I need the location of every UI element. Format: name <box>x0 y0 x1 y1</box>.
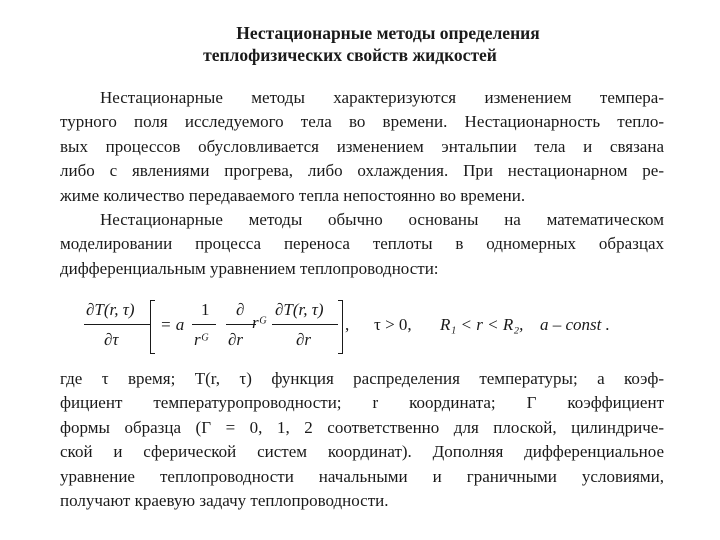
inner-numerator: ∂T(r, τ) <box>275 300 324 319</box>
paragraph-line: где τ время; T(r, τ) функция распределения температуры; a коэф- <box>60 369 664 388</box>
left-bracket <box>150 300 155 354</box>
paragraph-line: ской и сферической систем координат). Дополняя дифференциальное <box>60 442 664 462</box>
title-line-1: Нестационарные методы определения <box>236 23 540 43</box>
inner-fraction-bar <box>272 324 338 325</box>
condition-tau: τ > 0, <box>374 315 412 334</box>
paragraph-line: вых процессов обусловливается изменением энтальпии тела и связана <box>60 136 664 156</box>
paragraph-line: формы образца (Г = 0, 1, 2 соответственно для плоской, цилиндриче- <box>60 417 664 437</box>
right-bracket <box>338 300 343 354</box>
paragraph-line: жиме количество передаваемого тепла непостоянно во времени. <box>60 185 526 205</box>
paragraph-3 <box>60 367 664 513</box>
paragraph-line: либо с явлениями прогрева, либо охлаждения. При нестационарном ре- <box>60 161 664 181</box>
paragraph-2 <box>60 208 664 281</box>
coef-fraction-bar <box>192 324 216 325</box>
lhs-numerator: ∂T(r, τ) <box>86 300 135 319</box>
paragraph-1 <box>60 86 664 208</box>
paragraph-line: моделировании процесса переноса теплоты в одномерных образцах <box>60 234 664 254</box>
coef-denominator: rᴳ <box>194 330 209 349</box>
paragraph-line: турного поля исследуемого тела во времени. Нестационарность тепло- <box>60 112 664 132</box>
heat-equation-formula <box>84 298 664 360</box>
lhs-fraction-bar <box>84 324 150 325</box>
d-numerator: ∂ <box>236 300 245 319</box>
inner-denominator: ∂r <box>296 330 312 349</box>
paragraph-line: уравнение теплопроводности начальными и граничными условиями, <box>60 466 664 486</box>
condition-a-const: a – const . <box>540 315 610 334</box>
lhs-denominator: ∂τ <box>104 330 119 349</box>
paragraph-line: фициент температуропроводности; r координата; Г коэффициент <box>60 393 664 413</box>
inner-r-power: rᴳ <box>252 313 267 332</box>
equals-a: = a <box>160 315 185 334</box>
paragraph-line: получают краевую задачу теплопроводности. <box>60 491 389 511</box>
formula-comma: , <box>345 315 350 334</box>
paragraph-line: Нестационарные методы характеризуются изменением темпера- <box>100 88 664 107</box>
paragraph-line: дифференциальным уравнением теплопроводности: <box>60 258 439 278</box>
paragraph-line: Нестационарные методы обычно основаны на математическом <box>100 210 664 229</box>
coef-numerator: 1 <box>201 300 210 319</box>
d-denominator: ∂r <box>228 330 244 349</box>
condition-r-range: R₁ < r < R₂, <box>440 315 524 334</box>
title-line-2: теплофизических свойств жидкостей <box>203 45 497 65</box>
